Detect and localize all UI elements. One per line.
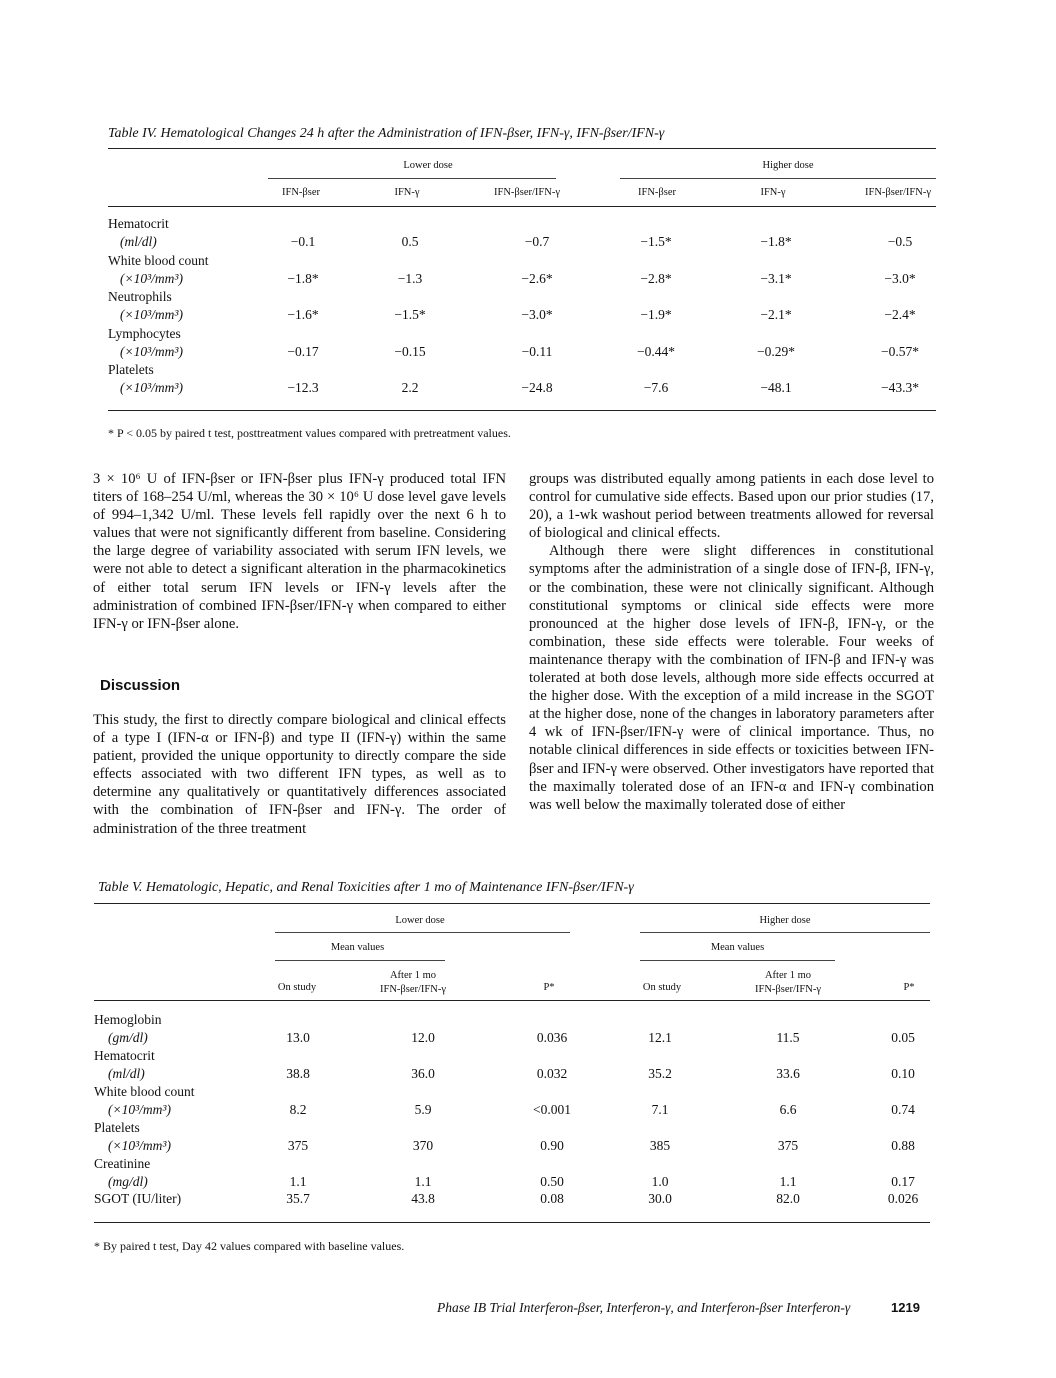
table5-col-header: On study xyxy=(277,982,317,993)
left-paragraph-1: 3 × 10⁶ U of IFN-βser or IFN-βser plus IFN-γ produced total IFN titers of 168–254 U/ml, whereas the 30 × 10⁶ U dose level gave levels of 994–1,342 U/ml. These levels fell rapidly over the next 6 h to values that were not significantly different from baseline. Considering the large degree of variability associated with serum IFN levels, we were not able to detect a significant alteration in the pharmacokinetics of either total serum IFN levels or IFN-γ levels after the administration of combined IFN-βser/IFN-γ when compared to either IFN-γ or IFN-βser alone. xyxy=(93,471,506,632)
table4-cell: −0.7 xyxy=(524,234,550,249)
table5-cell: 8.2 xyxy=(289,1102,307,1117)
page-number: 1219 xyxy=(891,1300,920,1315)
table5-header-rule xyxy=(94,1000,930,1001)
table5-row-label: SGOT (IU/liter) xyxy=(94,1191,182,1206)
table5-footnote: * By paired t test, Day 42 values compared with baseline values. xyxy=(94,1239,405,1253)
table4-cell: −1.3 xyxy=(397,270,423,286)
table5-col-header: After 1 mo xyxy=(389,970,437,981)
table4-cell: −3.1* xyxy=(760,270,792,286)
table4-col-header: IFN-γ xyxy=(394,187,420,198)
table5-row-label: Platelets xyxy=(94,1120,140,1135)
table4-cell: −1.8* xyxy=(287,270,319,286)
table5-cell: <0.001 xyxy=(533,1102,571,1117)
table5-cell: 0.90 xyxy=(540,1138,564,1153)
table5-group-higher: Higher dose xyxy=(759,915,811,926)
table5-row-unit: (ml/dl) xyxy=(108,1066,145,1081)
table5-col-header: P* xyxy=(903,982,915,993)
table4-cell: −1.5* xyxy=(394,307,426,322)
table5-subgroup-lower: Mean values xyxy=(330,942,385,953)
table4-col-header: IFN-βser xyxy=(637,187,677,198)
table5-cell: 0.17 xyxy=(891,1174,915,1189)
table4-caption: Table IV. Hematological Changes 24 h after the Administration of IFN-βser, IFN-γ, IFN-βser/IFN-γ xyxy=(108,126,665,141)
table4-footnote: * P < 0.05 by paired t test, posttreatment values compared with pretreatment values. xyxy=(108,426,511,440)
table4-col-header: IFN-βser/IFN-γ xyxy=(494,187,560,198)
table5-cell: 0.74 xyxy=(891,1102,915,1117)
left-column xyxy=(93,470,506,633)
table5-cell: 0.50 xyxy=(540,1174,564,1189)
table5-row-unit: (×10³/mm³) xyxy=(108,1138,171,1153)
table4-row-label: Neutrophils xyxy=(108,289,172,304)
table5-col-header: IFN-βser/IFN-γ xyxy=(380,984,446,995)
table4-cell: −48.1 xyxy=(760,380,792,395)
table5-row-unit: (gm/dl) xyxy=(108,1030,148,1045)
table5-sub-higher-rule xyxy=(640,960,835,961)
table5-cell: 36.0 xyxy=(411,1066,435,1081)
table5-cell: 43.8 xyxy=(411,1191,435,1206)
table5-cell: 7.1 xyxy=(651,1102,669,1117)
table5-cell: 12.0 xyxy=(411,1030,435,1045)
table4-cell: −2.1* xyxy=(760,307,792,322)
table5-cell: 33.6 xyxy=(776,1066,800,1081)
table5-cell: 1.1 xyxy=(414,1174,432,1189)
table4-cell: −0.5 xyxy=(887,234,913,249)
table4-cell: −3.0* xyxy=(521,307,553,322)
table5-col-header: P* xyxy=(543,982,555,993)
table4-row-unit: (×10³/mm³) xyxy=(120,270,183,286)
table4-cell: −2.8* xyxy=(640,270,672,286)
table4-row-unit: (×10³/mm³) xyxy=(120,380,183,395)
table5-cell: 38.8 xyxy=(286,1066,310,1081)
table5-cell: 13.0 xyxy=(286,1030,310,1045)
table5-group-lower: Lower dose xyxy=(395,915,445,926)
table4-cell: −1.5* xyxy=(640,234,672,249)
table5-cell: 1.0 xyxy=(651,1174,669,1189)
left-column-lower xyxy=(93,711,506,838)
table4-row-label: Hematocrit xyxy=(108,216,169,231)
table5-subgroup-higher: Mean values xyxy=(710,942,765,953)
table4-cell: −0.44* xyxy=(637,343,675,359)
table5-row-label: Hematocrit xyxy=(94,1048,155,1063)
table5-cell: 375 xyxy=(287,1138,309,1153)
table4-cell: −43.3* xyxy=(881,380,919,395)
table4-cell: −0.57* xyxy=(881,343,919,359)
table4-higher-rule xyxy=(620,178,936,179)
table4-cell: −0.15 xyxy=(394,343,426,359)
table4-cell: −1.9* xyxy=(640,307,672,322)
table4-row-label: Lymphocytes xyxy=(108,325,181,341)
table4-cell: −0.17 xyxy=(287,343,319,359)
table5-sub-lower-rule xyxy=(275,960,445,961)
table4-row-unit: (ml/dl) xyxy=(120,234,157,249)
table5-cell: 0.08 xyxy=(540,1191,564,1206)
table4-row-unit: (×10³/mm³) xyxy=(120,343,183,359)
table5-row-label: Creatinine xyxy=(94,1156,151,1171)
table4-col-header: IFN-βser/IFN-γ xyxy=(865,187,931,198)
table4-cell: −0.29* xyxy=(757,343,795,359)
table4-group-higher: Higher dose xyxy=(762,160,814,171)
right-paragraph-2: Although there were slight differences in constitutional symptoms after the administration of a single dose of IFN-β, IFN-γ, or the combination, these were not clinically significant. Although constitutional symptoms or clinical side effects were more pronounced at the higher dose levels of IFN-β, IFN-γ, or the combination, these side effects were tolerable. Four weeks of maintenance therapy with the combination of IFN-β and IFN-γ was tolerated at both dose levels, although more side effects occurred at the higher dose. With the exception of a mild increase in the SGOT at the higher dose, none of the changes in laboratory parameters after 4 wk of IFN-βser/IFN-γ were of clinical importance. Thus, no notable clinical differences in side effects or toxicities between IFN-βser and IFN-γ were observed. Other investigators have reported that the maximally tolerated dose of an IFN-α and IFN-γ combination was well below the maximally tolerated dose of either xyxy=(529,543,934,813)
table5-bottom-rule xyxy=(94,1222,930,1223)
table4-cell: −2.4* xyxy=(884,307,916,322)
table4-cell: −12.3 xyxy=(287,380,319,395)
table5-cell: 30.0 xyxy=(648,1191,672,1206)
table4-row-label: Platelets xyxy=(108,362,154,377)
table5-cell: 35.2 xyxy=(648,1066,672,1081)
table5-lower-rule xyxy=(275,932,570,933)
table5-row-label: Hemoglobin xyxy=(94,1012,162,1027)
table4-header-rule xyxy=(108,206,936,207)
right-paragraph-1: groups was distributed equally among patients in each dose level to control for cumulative side effects. Based upon our prior studies (17, 20), a 1-wk washout period between treatments allowed for reversal of biological and clinical effects. xyxy=(529,471,934,542)
table4-cell: −1.6* xyxy=(287,307,319,322)
table4-col-header: IFN-γ xyxy=(760,187,786,198)
running-title: Phase IB Trial Interferon-βser, Interferon-γ, and Interferon-βser Interferon-γ xyxy=(437,1300,851,1315)
table4-bottom-rule xyxy=(108,410,936,411)
table5-col-header: After 1 mo xyxy=(764,970,812,981)
table5-col-header: On study xyxy=(642,982,682,993)
table4-row-label: White blood count xyxy=(108,252,209,268)
table4-cell: −7.6 xyxy=(643,380,669,395)
table5-caption: Table V. Hematologic, Hepatic, and Renal Toxicities after 1 mo of Maintenance IFN-βser/IFN-γ xyxy=(98,880,634,895)
table5-col-header: IFN-βser/IFN-γ xyxy=(755,984,821,995)
table4-cell: −2.6* xyxy=(521,270,553,286)
table5-row-unit: (×10³/mm³) xyxy=(108,1102,171,1117)
left-paragraph-2: This study, the first to directly compare biological and clinical effects of a type I (IFN-α or IFN-β) and type II (IFN-γ) within the same patient, provided the unique opportunity to directly compare the side effects associated with two different IFN types, as well as to determine any qualitatively or quantitatively differences associated with the combination of IFN-βser and IFN-γ. The order of administration of the three treatment xyxy=(93,712,506,837)
table4-cell: −24.8 xyxy=(521,380,553,395)
table4-cell: −0.1 xyxy=(290,234,316,249)
table5-cell: 1.1 xyxy=(779,1174,797,1189)
table5-cell: 5.9 xyxy=(414,1102,432,1117)
table5-cell: 375 xyxy=(777,1138,799,1153)
table5-cell: 0.032 xyxy=(536,1066,568,1081)
table4-lower-rule xyxy=(268,178,556,179)
table5-row-unit: (mg/dl) xyxy=(108,1174,148,1189)
table4-row-unit: (×10³/mm³) xyxy=(120,307,183,322)
table5-higher-rule xyxy=(640,932,930,933)
table5-cell: 1.1 xyxy=(289,1174,307,1189)
table4-group-lower: Lower dose xyxy=(403,160,453,171)
table5-cell: 0.05 xyxy=(891,1030,915,1045)
table5-cell: 82.0 xyxy=(776,1191,800,1206)
table4-cell: −0.11 xyxy=(521,343,553,359)
table4-cell: 2.2 xyxy=(401,380,419,395)
table5-top-rule xyxy=(94,903,930,904)
table5-cell: 35.7 xyxy=(286,1191,310,1206)
table5-cell: 6.6 xyxy=(779,1102,797,1117)
table5-cell: 12.1 xyxy=(648,1030,672,1045)
table4-col-header: IFN-βser xyxy=(281,187,321,198)
table5-cell: 11.5 xyxy=(776,1030,800,1045)
table5-cell: 0.026 xyxy=(887,1191,919,1206)
table4-top-rule xyxy=(108,148,936,149)
table5-cell: 0.036 xyxy=(536,1030,568,1045)
discussion-heading: Discussion xyxy=(100,677,181,694)
table4-cell: 0.5 xyxy=(401,234,419,249)
table5-cell: 0.88 xyxy=(891,1138,915,1153)
table5-row-label: White blood count xyxy=(94,1084,195,1099)
table4-cell: −1.8* xyxy=(760,234,792,249)
table4-cell: −3.0* xyxy=(884,270,916,286)
table5-cell: 370 xyxy=(412,1138,434,1153)
right-column xyxy=(529,470,934,814)
table5-cell: 385 xyxy=(649,1138,671,1153)
table5-cell: 0.10 xyxy=(891,1066,915,1081)
